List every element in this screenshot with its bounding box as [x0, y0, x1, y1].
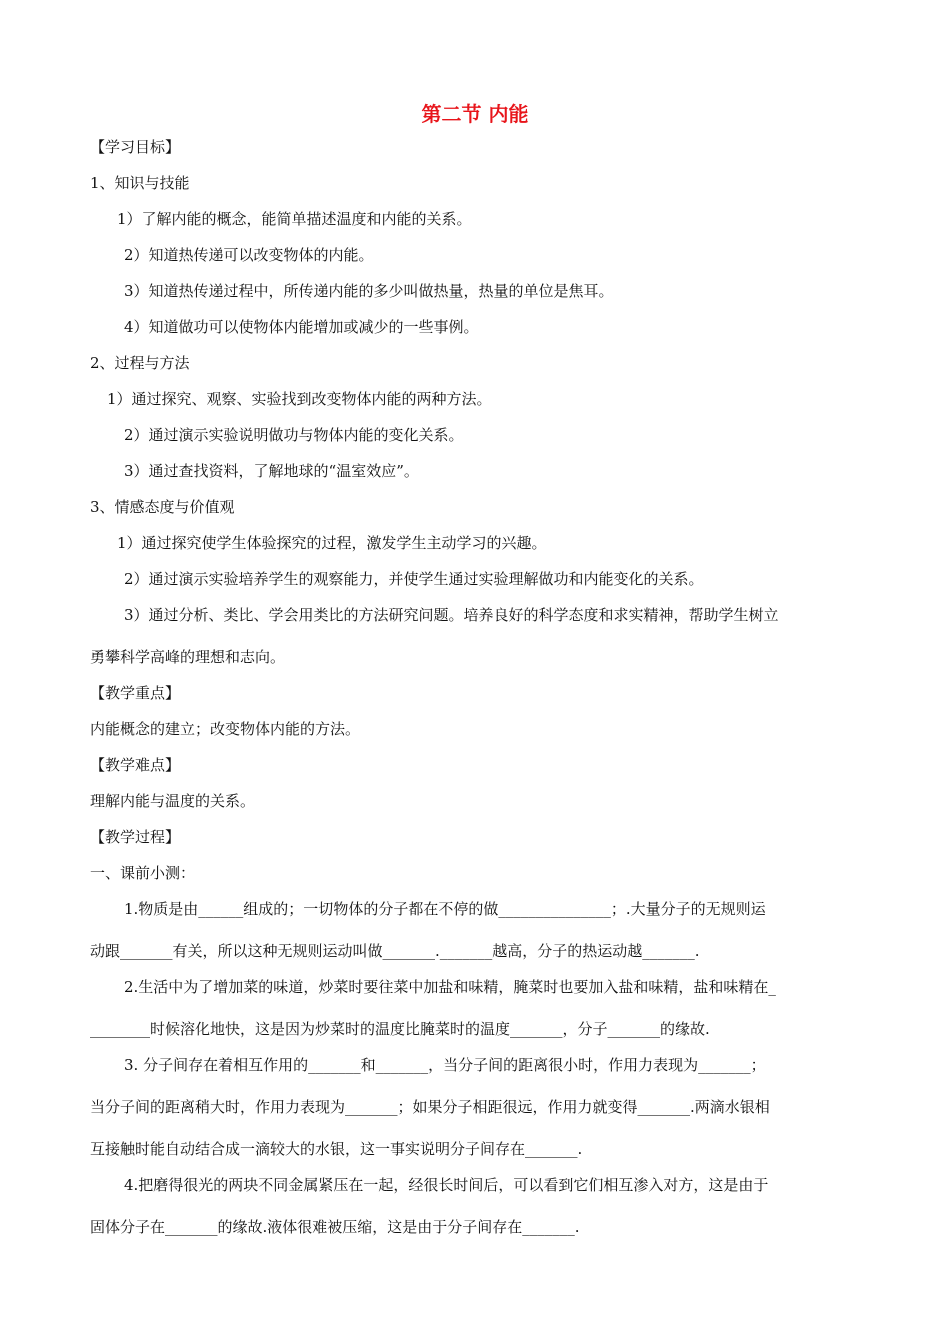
question-line: 1.物质是由______组成的；一切物体的分子都在不停的做_______________；.大量分子的无规则运	[124, 900, 766, 918]
question-line: ________时候溶化地快，这是因为炒菜时的温度比腌菜时的温度_______，分子_______的缘故.	[90, 1020, 710, 1038]
question-line: 固体分子在_______的缘故.液体很难被压缩，这是由于分子间存在_______.	[90, 1218, 580, 1236]
question-line: 3. 分子间存在着相互作用的_______和_______，当分子间的距离很小时，作用力表现为_______；	[124, 1056, 766, 1074]
list-item: 1）通过探究、观察、实验找到改变物体内能的两种方法。	[107, 390, 492, 408]
paragraph-line: 勇攀科学高峰的理想和志向。	[90, 648, 286, 666]
list-item: 2）知道热传递可以改变物体的内能。	[124, 246, 374, 264]
question-line: 2.生活中为了增加菜的味道，炒菜时要往菜中加盐和味精，腌菜时也要加入盐和味精，盐和味精在_	[124, 978, 776, 996]
list-item: 3）知道热传递过程中，所传递内能的多少叫做热量，热量的单位是焦耳。	[124, 282, 614, 300]
list-item: 3）通过查找资料，了解地球的“温室效应”。	[124, 462, 419, 480]
paragraph-line: 内能概念的建立；改变物体内能的方法。	[90, 720, 361, 738]
list-item: 1）了解内能的概念，能简单描述温度和内能的关系。	[117, 210, 472, 228]
list-item: 2）通过演示实验培养学生的观察能力，并使学生通过实验理解做功和内能变化的关系。	[124, 570, 704, 588]
page-title: 第二节 内能	[421, 102, 529, 126]
list-item: 3）通过分析、类比、学会用类比的方法研究问题。培养良好的科学态度和求实精神，帮助学生树立	[124, 606, 779, 624]
question-line: 互接触时能自动结合成一滴较大的水银，这一事实说明分子间存在_______.	[90, 1140, 583, 1158]
list-item: 2）通过演示实验说明做功与物体内能的变化关系。	[124, 426, 464, 444]
question-line: 动跟_______有关，所以这种无规则运动叫做_______._______越高，分子的热运动越_______.	[90, 942, 700, 960]
subheading: 3、情感态度与价值观	[90, 498, 235, 516]
subheading: 1、知识与技能	[90, 174, 190, 192]
question-line: 当分子间的距离稍大时，作用力表现为_______；如果分子相距很远，作用力就变得_______.两滴水银相	[90, 1098, 770, 1116]
section-heading: 【教学难点】	[90, 756, 181, 774]
subheading: 2、过程与方法	[90, 354, 190, 372]
list-item: 4）知道做功可以使物体内能增加或减少的一些事例。	[124, 318, 479, 336]
question-line: 4.把磨得很光的两块不同金属紧压在一起，经很长时间后，可以看到它们相互渗入对方，这是由于	[124, 1176, 769, 1194]
list-item: 1）通过探究使学生体验探究的过程，激发学生主动学习的兴趣。	[117, 534, 547, 552]
section-heading: 【教学重点】	[90, 684, 181, 702]
subheading: 一、课前小测：	[90, 864, 196, 882]
paragraph-line: 理解内能与温度的关系。	[90, 792, 256, 810]
section-heading: 【学习目标】	[90, 138, 181, 156]
section-heading: 【教学过程】	[90, 828, 181, 846]
